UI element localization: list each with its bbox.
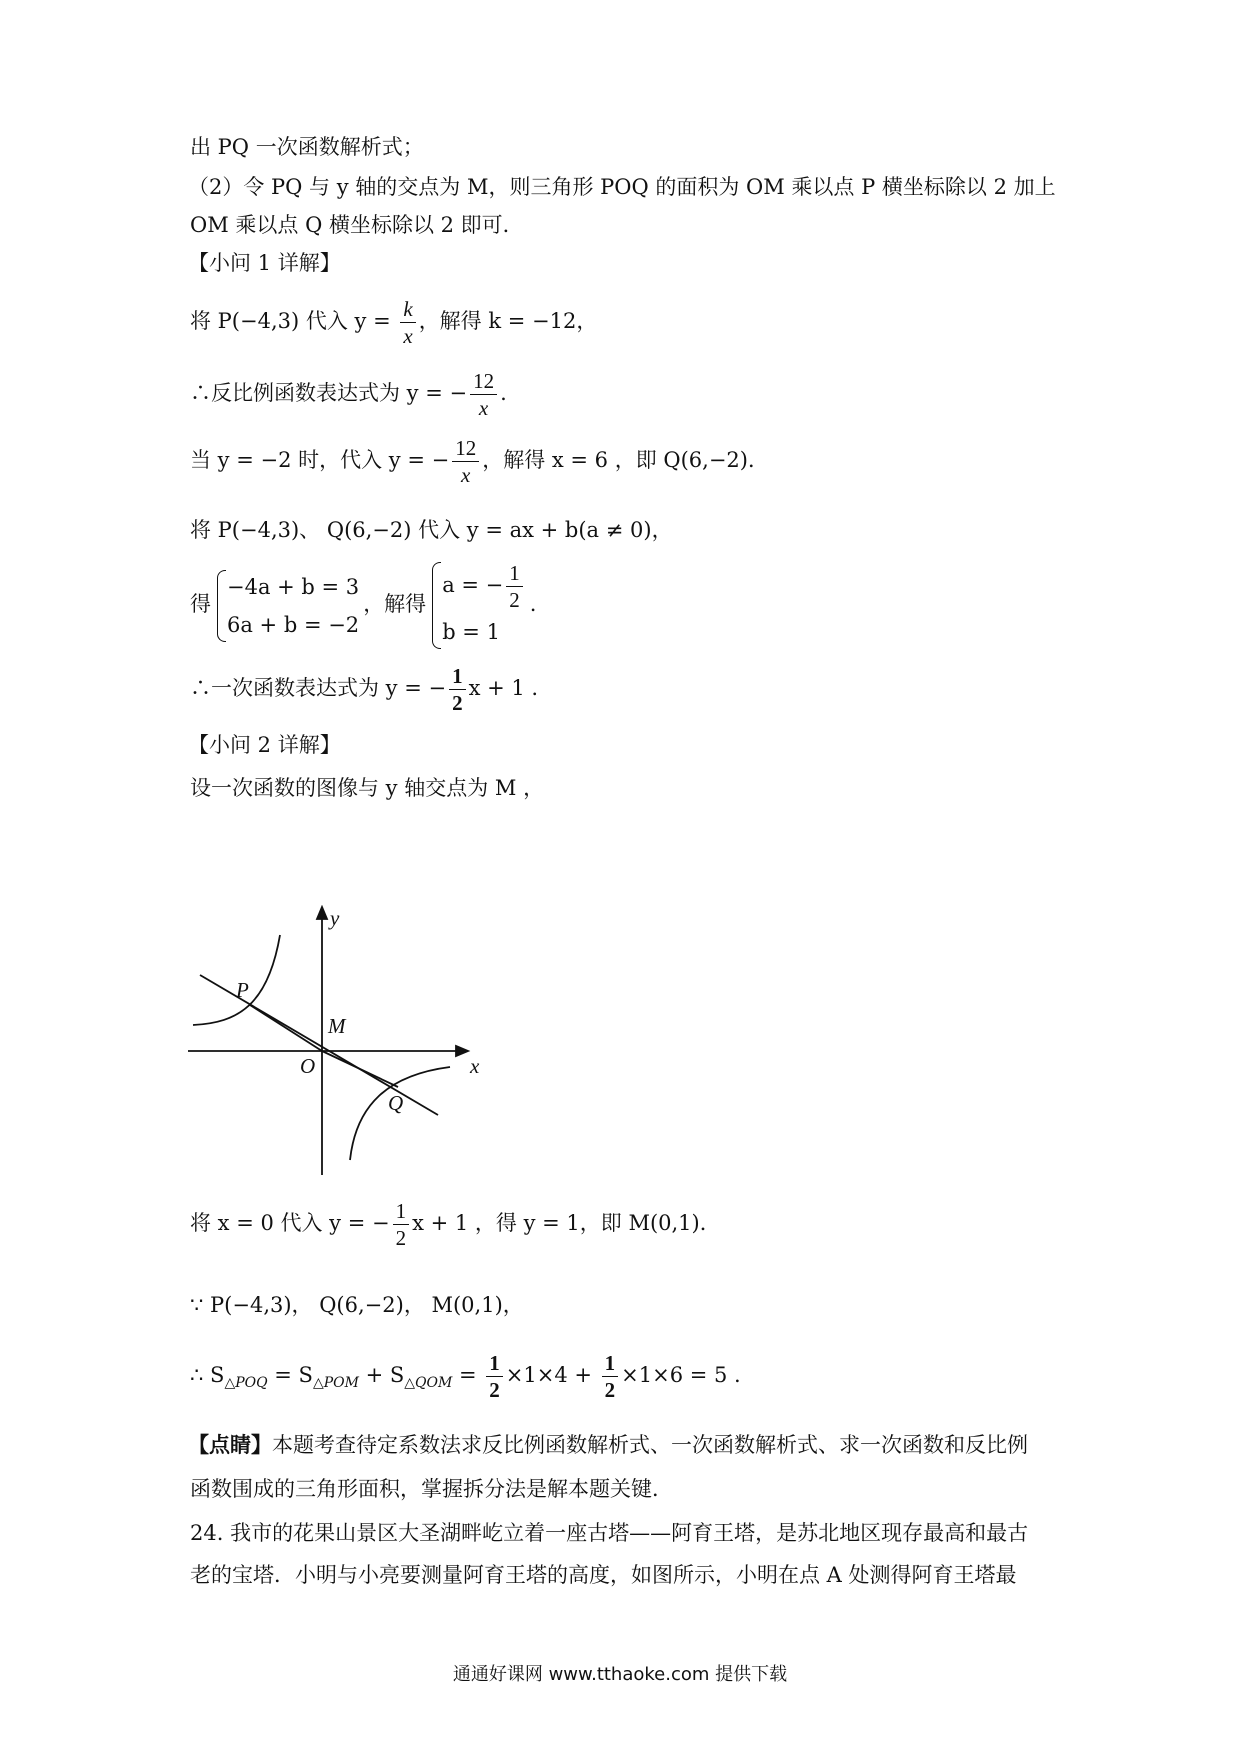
text-line-11 <box>190 1198 721 1251</box>
fraction-12-over-x-2 <box>452 435 479 488</box>
frac-num: 12 <box>455 436 477 460</box>
line13-part-c: + S <box>358 1363 405 1387</box>
line8-part-b: ，解得 <box>363 592 427 616</box>
line13-part-e: ×1×4 + <box>505 1363 599 1387</box>
comment-label: 【点睛】 <box>188 1432 272 1457</box>
frac-den: 2 <box>449 689 466 716</box>
fraction-1-over-2-c <box>393 1198 410 1251</box>
text-line-5 <box>190 368 507 421</box>
line13-part-a: ∴ S <box>190 1363 225 1387</box>
line9-part-b: x + 1 . <box>468 676 539 700</box>
frac-den: x <box>470 394 497 421</box>
frac-num: 1 <box>509 561 520 585</box>
line11-part-b: x + 1 ，得 y = 1，即 M(0,1)． <box>412 1211 721 1235</box>
frac-num: 1 <box>604 1351 616 1375</box>
text-line-6 <box>190 435 769 488</box>
label-p: P <box>236 978 249 1002</box>
footer-source: 通通好课网 www.tthaoke.com 提供下载 <box>452 1664 788 1685</box>
text-line-9 <box>190 663 538 716</box>
line6-part-a: 当 y = −2 时，代入 y = − <box>190 448 450 472</box>
text-line-10: 设一次函数的图像与 y 轴交点为 M ， <box>190 776 545 800</box>
label-o: O <box>300 1054 316 1078</box>
line6-part-b: ，解得 x = 6 ，即 Q(6,−2)． <box>482 448 769 472</box>
segment-po <box>250 1005 322 1051</box>
solution-1 <box>442 560 526 613</box>
text-line-15: 函数围成的三角形面积，掌握拆分法是解本题关键． <box>190 1477 673 1501</box>
label-x: x <box>470 1054 480 1078</box>
subscript-qom: △QOM <box>404 1375 453 1391</box>
line9-part-a: ∴一次函数表达式为 y = − <box>190 676 447 700</box>
frac-num: 1 <box>489 1351 500 1375</box>
line8-part-c: . <box>529 592 537 616</box>
comment-text: 本题考查待定系数法求反比例函数解析式、一次函数解析式、求一次函数和反比例 <box>272 1433 1028 1457</box>
line5-part-a: ∴反比例函数表达式为 y = − <box>190 381 468 405</box>
subscript-poq: △POQ <box>224 1375 268 1391</box>
function-graph-figure <box>188 905 508 1185</box>
segment-oq <box>322 1051 398 1087</box>
text-line-17: 老的宝塔．小明与小亮要测量阿育王塔的高度，如图所示，小明在点 A 处测得阿育王塔最 <box>190 1563 1017 1587</box>
frac-den: 2 <box>602 1376 619 1403</box>
line11-part-a: 将 x = 0 代入 y = − <box>190 1211 390 1235</box>
frac-num: 12 <box>473 369 495 393</box>
text-line-14 <box>188 1430 1028 1460</box>
text-line-13 <box>190 1350 741 1403</box>
frac-den: 2 <box>486 1376 503 1403</box>
frac-num: k <box>403 297 413 321</box>
frac-num: 1 <box>395 1199 407 1223</box>
equation-1: −4a + b = 3 <box>227 574 360 599</box>
line5-part-b: . <box>500 381 507 405</box>
equation-2: 6a + b = −2 <box>227 612 360 637</box>
y-axis-arrow <box>317 907 327 919</box>
fraction-half-2 <box>602 1350 619 1403</box>
line4-part-a: 将 P(−4,3) 代入 y = <box>190 309 398 333</box>
line4-part-b: ，解得 k = −12， <box>418 309 598 333</box>
fraction-k-over-x <box>400 296 415 349</box>
line13-part-b: = S <box>267 1363 313 1387</box>
text-line-4 <box>190 296 597 349</box>
subscript-pom: △POM <box>312 1375 359 1391</box>
text-line-12: ∵ P(−4,3)， Q(6,−2)， M(0,1)， <box>190 1293 524 1317</box>
line13-part-d: = <box>452 1363 484 1387</box>
text-line-7: 将 P(−4,3)、 Q(6,−2) 代入 y = ax + b(a ≠ 0)， <box>190 518 673 542</box>
label-y: y <box>330 906 340 930</box>
text-line-3: OM 乘以点 Q 横坐标除以 2 即可． <box>190 213 524 237</box>
text-line-1: 出 PQ 一次函数解析式； <box>190 135 424 159</box>
solution-2: b = 1 <box>442 620 500 644</box>
line13-part-f: ×1×6 = 5 . <box>621 1363 741 1387</box>
solution-system <box>430 560 526 651</box>
frac-num: 1 <box>452 664 463 688</box>
fraction-half-1 <box>486 1350 503 1403</box>
line8-part-a: 得 <box>190 592 211 616</box>
frac-den: 2 <box>393 1224 410 1251</box>
section-heading-2: 【小问 2 详解】 <box>188 733 341 757</box>
frac-den: x <box>452 461 479 488</box>
frac-den: x <box>400 322 415 349</box>
text-line-8 <box>190 560 536 651</box>
solution-1-text: a = − <box>442 573 504 597</box>
frac-den: 2 <box>506 586 523 613</box>
fraction-1-over-2 <box>506 560 523 613</box>
x-axis-arrow <box>456 1046 468 1056</box>
equation-system <box>215 568 359 644</box>
text-line-16: 24. 我市的花果山景区大圣湖畔屹立着一座古塔——阿育王塔，是苏北地区现存最高和最古 <box>190 1521 1029 1545</box>
section-heading-1: 【小问 1 详解】 <box>188 251 341 275</box>
label-q: Q <box>388 1091 404 1115</box>
fraction-12-over-x <box>470 368 497 421</box>
fraction-1-over-2-b <box>449 663 466 716</box>
label-m: M <box>328 1014 346 1038</box>
text-line-2: （2）令 PQ 与 y 轴的交点为 M，则三角形 POQ 的面积为 OM 乘以点 P 横坐标除以 2 加上 <box>188 175 1056 199</box>
